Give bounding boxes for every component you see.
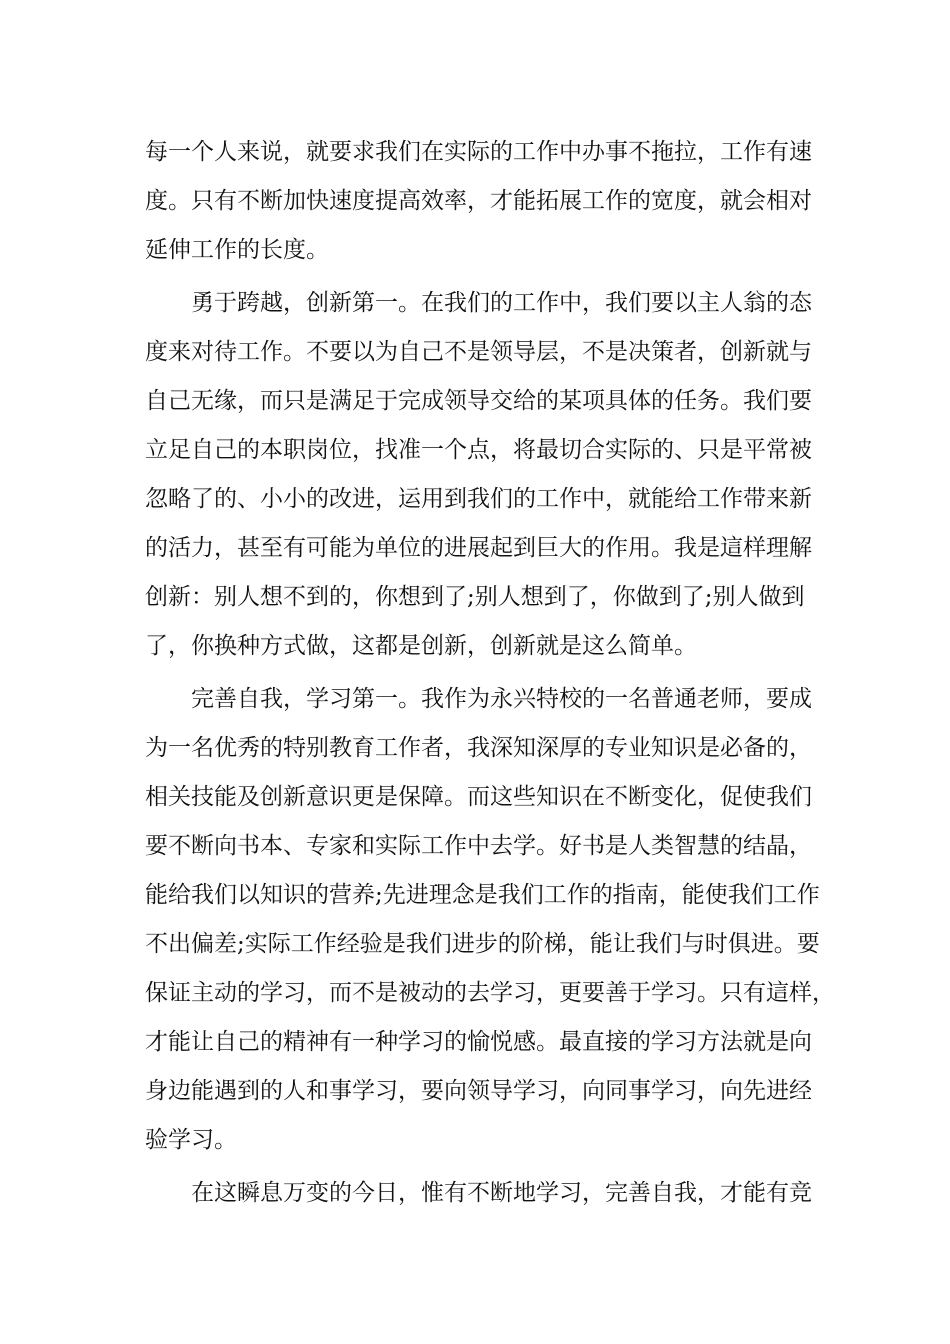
text-line: 自己无缘，而只是满足于完成领导交给的某项具体的任务。我们要 — [145, 388, 812, 414]
text-line: 延伸工作的长度。 — [145, 237, 329, 263]
paragraph-2 — [145, 279, 835, 671]
text-line: 勇于跨越，创新第一。在我们的工作中，我们要以主人翁的态 — [145, 290, 812, 316]
text-line: 每一个人来说，就要求我们在实际的工作中办事不拖拉，工作有速 — [145, 139, 812, 165]
body-text — [145, 128, 835, 1218]
text-line: 为一名优秀的特别教育工作者，我深知深厚的专业知识是必备的， — [145, 735, 812, 761]
text-line: 立足自己的本职岗位，找准一个点，将最切合实际的、只是平常被 — [145, 437, 812, 463]
text-line: 完善自我，学习第一。我作为永兴特校的一名普通老师，要成 — [145, 686, 812, 712]
text-line: 了，你换种方式做，这都是创新，创新就是这么简单。 — [145, 633, 697, 659]
text-line: 度来对待工作。不要以为自己不是领导层，不是决策者，创新就与 — [145, 339, 812, 365]
text-line: 的活力，甚至有可能为单位的进展起到巨大的作用。我是這样理解 — [145, 535, 812, 561]
paragraph-3 — [145, 675, 835, 1165]
text-line: 才能让自己的精神有一种学习的愉悦感。最直接的学习方法就是向 — [145, 1029, 812, 1055]
text-line: 在这瞬息万变的今日，惟有不断地学习，完善自我，才能有竞 — [145, 1180, 812, 1206]
text-line: 身边能遇到的人和事学习，要向领导学习，向同事学习，向先进经 — [145, 1078, 812, 1104]
text-line: 能给我们以知识的营养;先进理念是我们工作的指南，能使我们工作 — [145, 882, 820, 908]
text-line: 创新：别人想不到的，你想到了;别人想到了，你做到了;别人做到 — [145, 584, 805, 610]
text-line: 度。只有不断加快速度提高效率，才能拓展工作的宽度，就会相对 — [145, 188, 812, 214]
text-line: 保证主动的学习，而不是被动的去学习，更要善于学习。只有這样， — [145, 980, 835, 1006]
paragraph-1 — [145, 128, 835, 275]
paragraph-4 — [145, 1169, 835, 1218]
text-line: 不出偏差;实际工作经验是我们进步的阶梯，能让我们与时俱进。要 — [145, 931, 820, 957]
text-line: 验学习。 — [145, 1127, 237, 1153]
text-line: 忽略了的、小小的改进，运用到我们的工作中，就能给工作带来新 — [145, 486, 812, 512]
text-line: 要不断向书本、专家和实际工作中去学。好书是人类智慧的结晶， — [145, 833, 812, 859]
text-line: 相关技能及创新意识更是保障。而这些知识在不断变化，促使我们 — [145, 784, 812, 810]
